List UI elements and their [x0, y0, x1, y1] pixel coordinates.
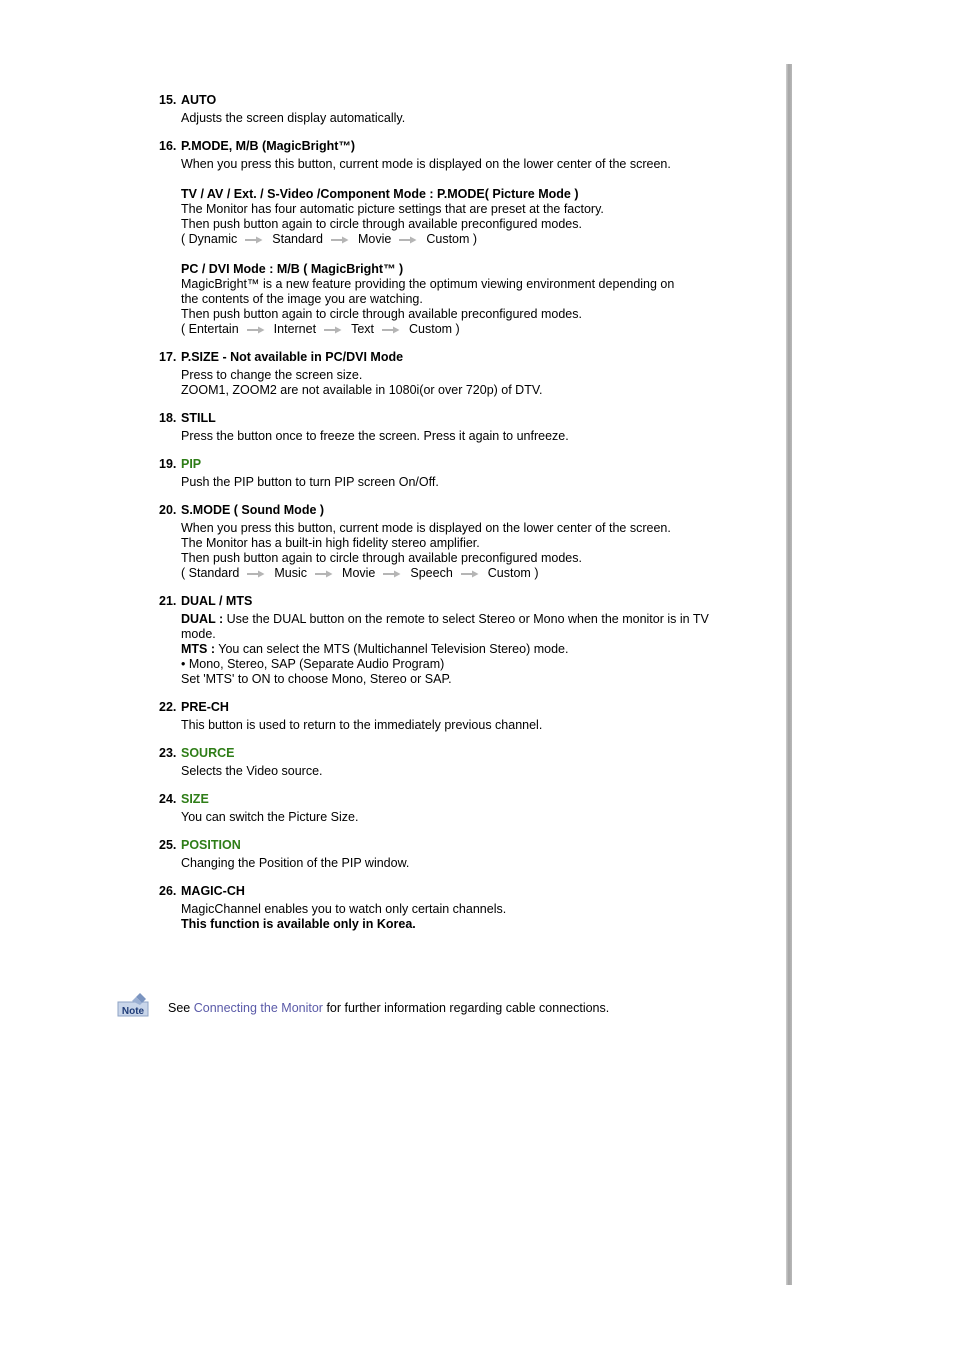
description-line: The Monitor has four automatic picture settings that are preset at the factory. [181, 202, 604, 216]
term-text: Use the DUAL button on the remote to select Stereo or Mono when the monitor is in TV mode. [181, 612, 709, 641]
term-label: DUAL : [181, 612, 224, 626]
page-divider-bar [786, 64, 792, 1285]
item-number: 16. [159, 139, 177, 153]
item-description [159, 368, 729, 398]
description-line [181, 612, 729, 642]
arrow-right-icon [383, 570, 401, 578]
term-label: MTS : [181, 642, 216, 656]
item-title: SIZE [181, 792, 209, 806]
mode-name: ( Standard [181, 566, 240, 580]
arrow-right-icon [382, 326, 400, 334]
description-line: The Monitor has a built-in high fidelity stereo amplifier. [181, 536, 480, 550]
item-number: 25. [159, 838, 177, 852]
description-line: Selects the Video source. [181, 764, 323, 778]
item-title: SOURCE [181, 746, 235, 760]
description-line: the contents of the image you are watching. [181, 292, 423, 306]
description-line: Then push button again to circle through available preconfigured modes. [181, 217, 582, 231]
item-title: POSITION [181, 838, 241, 852]
remote-buttons-list [159, 93, 729, 945]
note-prefix: See [168, 1001, 194, 1015]
mode-sequence [181, 566, 729, 581]
button-item-heading [159, 838, 729, 853]
item-number: 19. [159, 457, 177, 471]
item-title: PRE-CH [181, 700, 229, 714]
mode-name: Text [351, 322, 374, 336]
button-item-heading [159, 746, 729, 761]
arrow-right-icon [315, 570, 333, 578]
mode-name: Movie [358, 232, 392, 246]
item-title: S.MODE ( Sound Mode ) [181, 503, 325, 517]
button-item [159, 838, 729, 871]
item-title: P.SIZE - Not available in PC/DVI Mode [181, 350, 404, 364]
item-number: 15. [159, 93, 177, 107]
note-icon [116, 990, 152, 1020]
description-line [181, 642, 729, 657]
button-item [159, 457, 729, 490]
button-item-heading [159, 93, 729, 108]
description-line: Press the button once to freeze the screen. Press it again to unfreeze. [181, 429, 569, 443]
item-title: PIP [181, 457, 202, 471]
mode-sequence [181, 322, 729, 337]
item-title: P.MODE, M/B (MagicBright™) [181, 139, 356, 153]
item-description [159, 856, 729, 871]
mode-name: Custom ) [409, 322, 460, 336]
item-description [159, 157, 729, 337]
description-line [181, 672, 729, 687]
mode-name: ( Dynamic [181, 232, 238, 246]
note-suffix: for further information regarding cable connections. [322, 1001, 610, 1015]
description-line: Then push button again to circle through available preconfigured modes. [181, 551, 582, 565]
button-item [159, 594, 729, 687]
item-number: 26. [159, 884, 177, 898]
mode-name: Speech [410, 566, 453, 580]
item-number: 23. [159, 746, 177, 760]
subsection-heading: PC / DVI Mode : M/B ( MagicBright™ ) [181, 262, 404, 276]
item-description [159, 475, 729, 490]
button-item-heading [159, 457, 729, 472]
item-description [159, 718, 729, 733]
button-item [159, 884, 729, 932]
item-description [159, 810, 729, 825]
term-text: You can select the MTS (Multichannel Television Stereo) mode. [215, 642, 569, 656]
item-description [159, 429, 729, 444]
arrow-right-icon [399, 236, 417, 244]
item-description [159, 902, 729, 932]
term-text: • Mono, Stereo, SAP (Separate Audio Program) [181, 657, 445, 671]
mode-sequence [181, 232, 729, 247]
item-number: 18. [159, 411, 177, 425]
mode-subsection [181, 187, 729, 247]
button-item [159, 700, 729, 733]
item-title: DUAL / MTS [181, 594, 253, 608]
button-item-heading [159, 411, 729, 426]
item-title: AUTO [181, 93, 217, 107]
description-line [181, 657, 729, 672]
button-item [159, 350, 729, 398]
note-text [168, 1001, 609, 1016]
notice-line: This function is available only in Korea. [181, 917, 416, 931]
button-item-heading [159, 139, 729, 154]
description-line: Then push button again to circle through available preconfigured modes. [181, 307, 582, 321]
button-item [159, 139, 729, 337]
button-item-heading [159, 700, 729, 715]
subsection-heading: TV / AV / Ext. / S-Video /Component Mode : P.MODE( Picture Mode ) [181, 187, 579, 201]
description-line: When you press this button, current mode is displayed on the lower center of the screen. [181, 521, 671, 535]
item-number: 20. [159, 503, 177, 517]
item-description [159, 521, 729, 581]
item-description [159, 764, 729, 779]
item-number: 24. [159, 792, 177, 806]
mode-name: Custom ) [426, 232, 478, 246]
item-description [159, 111, 729, 126]
mode-name: Movie [342, 566, 376, 580]
description-line: ZOOM1, ZOOM2 are not available in 1080i(or over 720p) of DTV. [181, 383, 543, 397]
note-section [116, 990, 756, 1020]
description-line: You can switch the Picture Size. [181, 810, 359, 824]
arrow-right-icon [331, 236, 349, 244]
item-number: 17. [159, 350, 177, 364]
description-line: When you press this button, current mode is displayed on the lower center of the screen. [181, 157, 671, 171]
button-item-heading [159, 884, 729, 899]
arrow-right-icon [245, 236, 263, 244]
button-item [159, 792, 729, 825]
button-item-heading [159, 350, 729, 365]
term-text: Set 'MTS' to ON to choose Mono, Stereo or SAP. [181, 672, 452, 686]
description-line: MagicChannel enables you to watch only certain channels. [181, 902, 507, 916]
button-item-heading [159, 792, 729, 807]
mode-name: Music [274, 566, 308, 580]
item-title: MAGIC-CH [181, 884, 245, 898]
mode-name: Standard [272, 232, 323, 246]
mode-name: Internet [273, 322, 317, 336]
arrow-right-icon [247, 570, 265, 578]
item-title: STILL [181, 411, 216, 425]
button-item [159, 411, 729, 444]
item-description [159, 612, 729, 687]
description-line: Changing the Position of the PIP window. [181, 856, 410, 870]
description-line: Press to change the screen size. [181, 368, 363, 382]
arrow-right-icon [247, 326, 265, 334]
description-line: This button is used to return to the immediately previous channel. [181, 718, 543, 732]
button-item-heading [159, 503, 729, 518]
arrow-right-icon [324, 326, 342, 334]
item-number: 22. [159, 700, 177, 714]
connecting-monitor-link[interactable]: Connecting the Monitor [193, 1001, 323, 1015]
button-item [159, 746, 729, 779]
mode-subsection [181, 262, 729, 337]
item-number: 21. [159, 594, 177, 608]
description-line: MagicBright™ is a new feature providing the optimum viewing environment depending on [181, 277, 675, 291]
button-item [159, 93, 729, 126]
mode-name: ( Entertain [181, 322, 239, 336]
mode-name: Custom ) [487, 566, 539, 580]
note-icon-label: Note [121, 1006, 145, 1017]
button-item [159, 503, 729, 581]
arrow-right-icon [461, 570, 479, 578]
description-line: Push the PIP button to turn PIP screen On/Off. [181, 475, 439, 489]
description-line: Adjusts the screen display automatically. [181, 111, 406, 125]
button-item-heading [159, 594, 729, 609]
